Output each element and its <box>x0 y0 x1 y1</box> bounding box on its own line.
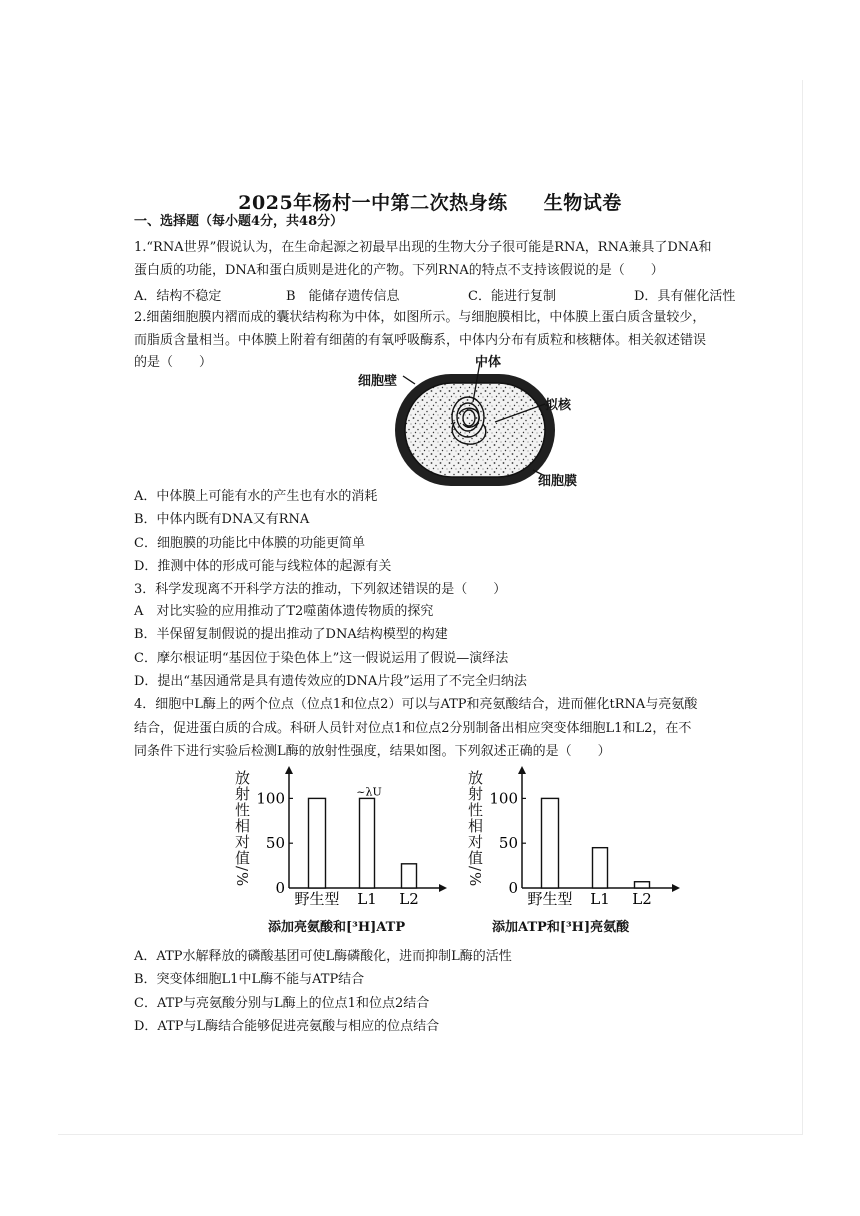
section-heading: 一、选择题（每小题4分，共48分） <box>134 214 344 229</box>
chart1-svg <box>255 760 455 910</box>
chart2-svg <box>488 760 688 910</box>
q1-option-a[interactable]: A．结构不稳定 <box>134 289 222 304</box>
chart2-x-tick-2: L2 <box>632 890 652 908</box>
q1-stem-line-2: 蛋白质的功能，DNA和蛋白质则是进化的产物。下列RNA的特点不支持该假说的是（ ） <box>134 263 664 278</box>
chart2-x-tick-0: 野生型 <box>527 890 573 908</box>
q2-option-a[interactable]: A．中体膜上可能有水的产生也有水的消耗 <box>134 489 378 504</box>
q2-option-d[interactable]: D．推测中体的形成可能与线粒体的起源有关 <box>134 559 392 574</box>
label-nucleoid: 拟核 <box>545 398 572 413</box>
chart2-y-tick-2: 100 <box>489 789 518 808</box>
q4-option-c[interactable]: C．ATP与亮氨酸分别与L酶上的位点1和位点2结合 <box>134 996 430 1011</box>
q2-stem-line-2: 而脂质含量相当。中体膜上附着有细菌的有氧呼吸酶系，中体内分布有质粒和核糖体。相关叙述错误 <box>134 333 707 348</box>
chart1-y-tick-1: 50 <box>265 834 285 853</box>
q4-stem-line-1: 4．细胞中L酶上的两个位点（位点1和位点2）可以与ATP和亮氨酸结合，进而催化tRNA与亮氨酸 <box>134 697 698 712</box>
chart1-x-tick-1: L1 <box>357 890 377 908</box>
chart1-x-caption: 添加亮氨酸和[³H]ATP <box>268 920 406 935</box>
q3-option-c[interactable]: C．摩尔根证明“基因位于染色体上”这一假说运用了假说—演绎法 <box>134 651 509 666</box>
chart1-annotation: ~λU <box>356 785 382 799</box>
q3-stem: 3．科学发现离不开科学方法的推动，下列叙述错误的是（ ） <box>134 582 507 597</box>
q4-stem-line-3: 同条件下进行实验后检测L酶的放射性强度，结果如图。下列叙述正确的是（ ） <box>134 744 611 759</box>
label-cell-membrane: 细胞膜 <box>538 474 578 489</box>
chart1-bar-0 <box>309 798 326 888</box>
chart2-y-tick-0: 0 <box>508 879 518 897</box>
q1-option-b[interactable]: B 能储存遗传信息 <box>286 289 400 304</box>
q1-option-c[interactable]: C．能进行复制 <box>468 289 556 304</box>
q3-option-a[interactable]: A 对比实验的应用推动了T2噬菌体遗传物质的探究 <box>134 604 434 619</box>
chart2-bar-1 <box>593 848 608 888</box>
chart1-y-axis-label: 放射性相对值/% <box>233 770 251 888</box>
chart2-y-axis-arrow <box>518 766 526 774</box>
chart2-x-tick-1: L1 <box>590 890 610 908</box>
q4-option-d[interactable]: D．ATP与L酶结合能够促进亮氨酸与相应的位点结合 <box>134 1019 440 1034</box>
q1-stem-line-1: 1.“RNA世界”假说认为，在生命起源之初最早出现的生物大分子很可能是RNA，RNA兼具了DNA和 <box>134 240 712 255</box>
q2-option-c[interactable]: C．细胞膜的功能比中体膜的功能更简单 <box>134 536 365 551</box>
chart1-y-tick-0: 0 <box>275 879 285 897</box>
q4-stem-line-2: 结合，促进蛋白质的合成。科研人员针对位点1和位点2分别制备出相应突变体细胞L1和L2，在不 <box>134 721 692 736</box>
chart2-bar-0 <box>542 798 559 888</box>
exam-title-subject: 生物试卷 <box>543 192 622 214</box>
q1-option-d[interactable]: D．具有催化活性 <box>634 289 736 304</box>
chart1-y-tick-2: 100 <box>256 789 285 808</box>
chart2-y-tick-1: 50 <box>498 834 518 853</box>
chart1-x-axis-arrow <box>439 884 447 892</box>
chart1-bar-1 <box>360 798 375 888</box>
q3-option-d[interactable]: D．提出“基因通常是具有遗传效应的DNA片段”运用了不完全归纳法 <box>134 674 527 689</box>
exam-title-main: 2025年杨村一中第二次热身练 <box>238 192 508 214</box>
q2-stem-line-1: 2.细菌细胞膜内褶而成的囊状结构称为中体，如图所示。与细胞膜相比，中体膜上蛋白质含量较少， <box>134 310 706 325</box>
q4-option-b[interactable]: B．突变体细胞L1中L酶不能与ATP结合 <box>134 972 365 987</box>
exam-title <box>0 188 860 215</box>
q2-option-b[interactable]: B．中体内既有DNA又有RNA <box>134 512 310 527</box>
chart2-x-axis-arrow <box>672 884 680 892</box>
label-mesosome: 中体 <box>475 355 502 370</box>
chart2-bar-2 <box>635 882 650 888</box>
q2-stem-line-3: 的是（ ） <box>134 355 213 370</box>
q3-option-b[interactable]: B．半保留复制假说的提出推动了DNA结构模型的构建 <box>134 627 448 642</box>
chart2-x-caption: 添加ATP和[³H]亮氨酸 <box>492 920 630 935</box>
q4-option-a[interactable]: A．ATP水解释放的磷酸基团可使L酶磷酸化，进而抑制L酶的活性 <box>134 949 512 964</box>
chart2-y-axis-label: 放射性相对值/% <box>466 770 484 888</box>
chart1-x-tick-0: 野生型 <box>294 890 340 908</box>
chart1-y-axis-arrow <box>285 766 293 774</box>
chart1-bar-2 <box>402 864 417 888</box>
chart1-x-tick-2: L2 <box>399 890 419 908</box>
label-cell-wall: 细胞壁 <box>358 374 398 389</box>
